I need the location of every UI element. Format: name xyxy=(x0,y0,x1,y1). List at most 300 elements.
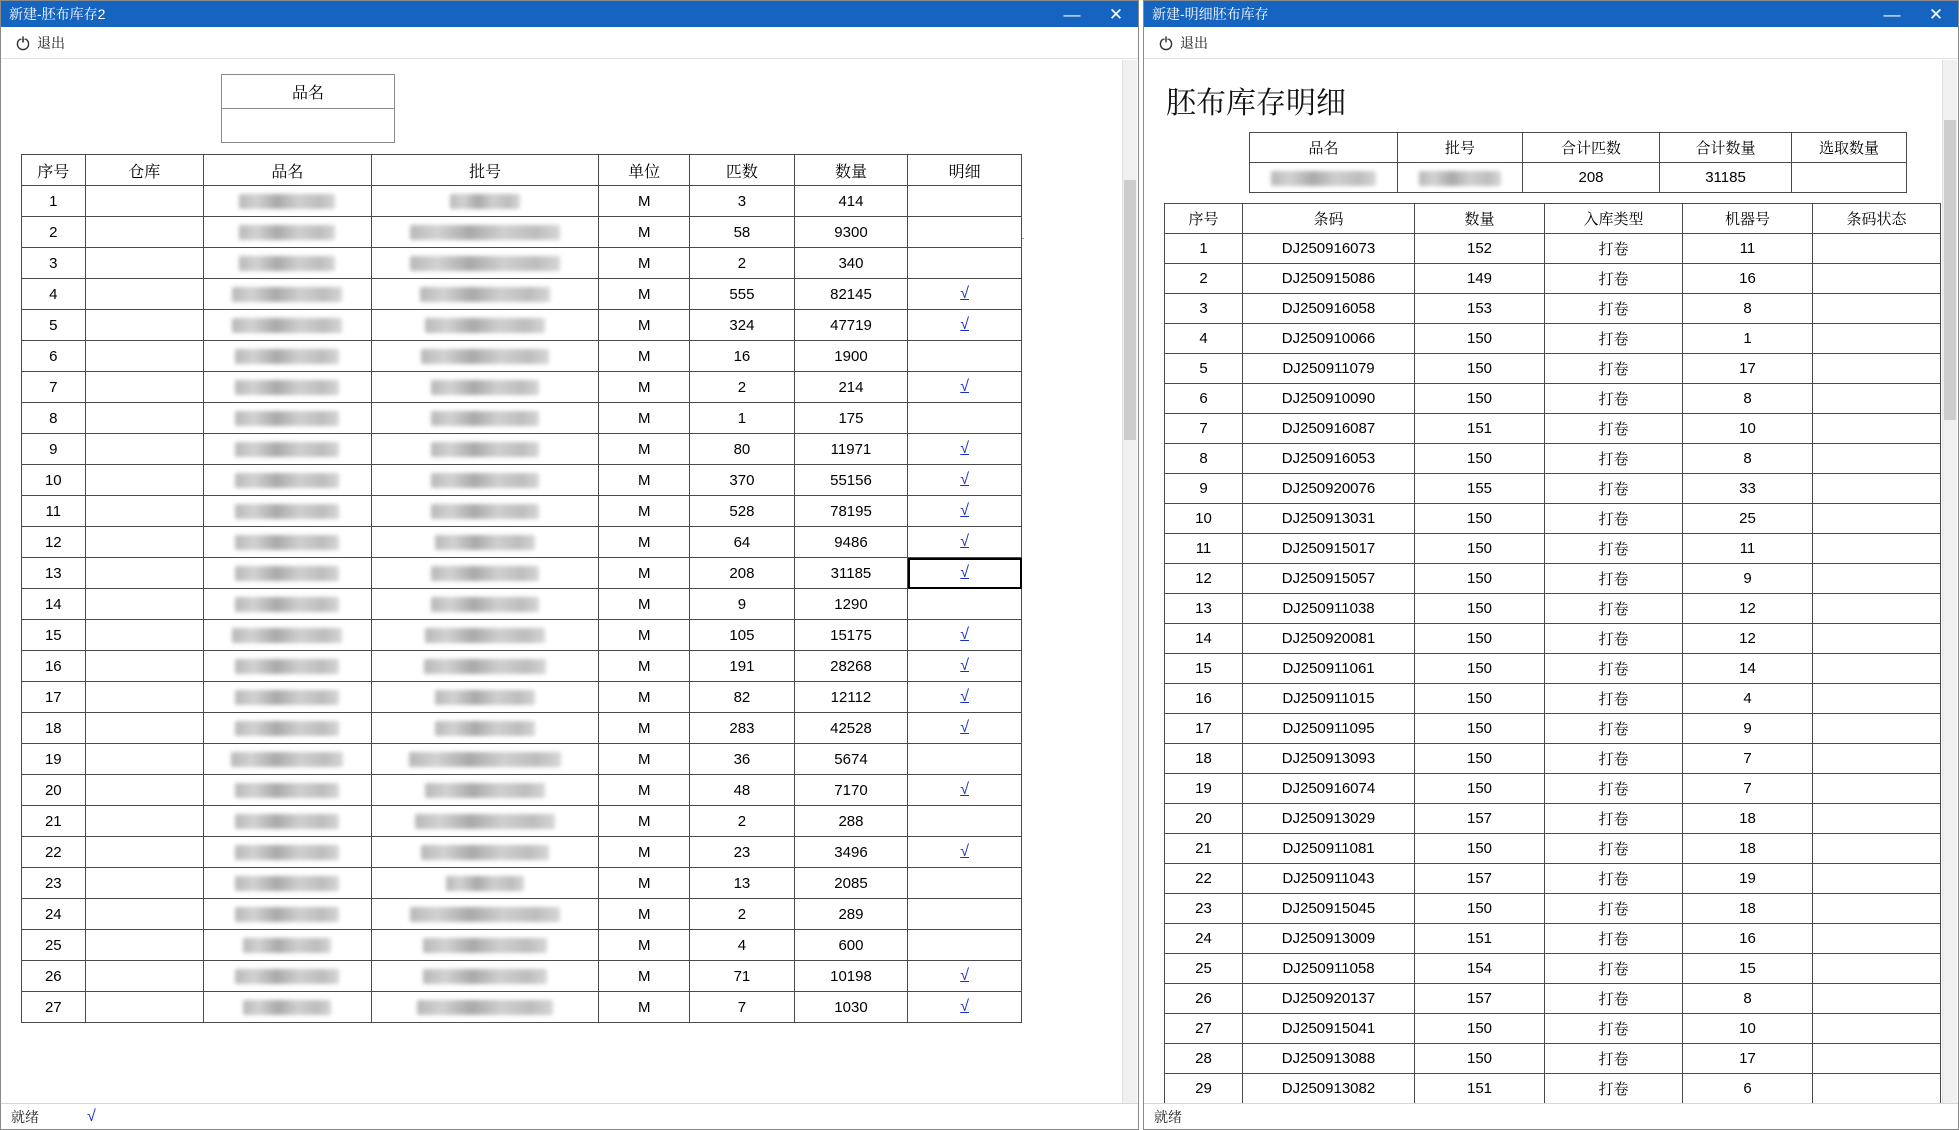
col-header-no[interactable]: 序号 xyxy=(22,155,86,186)
cell-qty: 150 xyxy=(1415,1014,1545,1044)
table-row[interactable] xyxy=(1165,234,1941,264)
cell-barcode: DJ250915041 xyxy=(1243,1014,1415,1044)
table-row[interactable] xyxy=(22,899,1022,930)
cell-machine: 11 xyxy=(1683,234,1813,264)
cell-pieces: 528 xyxy=(690,496,795,527)
table-row[interactable] xyxy=(1165,1074,1941,1104)
cell-unit: M xyxy=(599,620,690,651)
blurred-text xyxy=(1419,171,1501,186)
col-header-lot[interactable]: 批号 xyxy=(371,155,598,186)
cell-detail-link[interactable] xyxy=(908,248,1022,279)
cell-qty: 152 xyxy=(1415,234,1545,264)
cell-unit: M xyxy=(599,682,690,713)
table-row[interactable] xyxy=(22,744,1022,775)
table-row[interactable] xyxy=(22,558,1022,589)
cell-warehouse xyxy=(85,868,203,899)
cell-no: 18 xyxy=(1165,744,1243,774)
detail-check-icon[interactable]: √ xyxy=(960,316,970,333)
table-row[interactable] xyxy=(1165,984,1941,1014)
detail-check-icon[interactable]: √ xyxy=(960,502,970,519)
cell-no: 5 xyxy=(1165,354,1243,384)
table-row[interactable] xyxy=(22,248,1022,279)
cell-warehouse xyxy=(85,744,203,775)
right-window-controls xyxy=(1870,1,1958,27)
right-scroll-thumb[interactable] xyxy=(1944,120,1956,420)
cell-no: 15 xyxy=(1165,654,1243,684)
cell-detail-link[interactable] xyxy=(908,372,1022,403)
cell-detail-link[interactable] xyxy=(908,186,1022,217)
left-vertical-scrollbar[interactable] xyxy=(1122,60,1137,1103)
left-statusbar xyxy=(1,1103,1138,1129)
table-row[interactable] xyxy=(1165,834,1941,864)
detail-check-icon[interactable]: √ xyxy=(960,998,970,1015)
detail-check-icon[interactable]: √ xyxy=(960,719,970,736)
cell-in-type: 打卷 xyxy=(1545,804,1683,834)
cell-in-type: 打卷 xyxy=(1545,534,1683,564)
cell-barcode-state xyxy=(1813,924,1941,954)
cell-warehouse xyxy=(85,310,203,341)
table-row[interactable] xyxy=(1165,894,1941,924)
summary-row xyxy=(1250,163,1907,193)
table-row[interactable] xyxy=(1165,654,1941,684)
cell-detail-link[interactable] xyxy=(908,620,1022,651)
detail-col-state[interactable]: 条码状态 xyxy=(1813,204,1941,234)
blurred-text xyxy=(425,783,545,798)
cell-warehouse xyxy=(85,713,203,744)
detail-check-icon[interactable]: √ xyxy=(960,967,970,984)
cell-product xyxy=(203,775,371,806)
close-button-right[interactable]: ✕ xyxy=(1928,4,1944,24)
cell-qty: 150 xyxy=(1415,324,1545,354)
cell-barcode-state xyxy=(1813,264,1941,294)
blurred-text xyxy=(450,194,520,209)
cell-barcode: DJ250913093 xyxy=(1243,744,1415,774)
left-scroll-thumb[interactable] xyxy=(1124,180,1136,440)
cell-unit: M xyxy=(599,713,690,744)
blurred-text xyxy=(235,659,339,674)
cell-qty: 150 xyxy=(1415,384,1545,414)
cell-lot xyxy=(371,837,598,868)
table-row[interactable] xyxy=(22,682,1022,713)
detail-check-icon[interactable]: √ xyxy=(960,688,970,705)
col-header-warehouse[interactable]: 仓库 xyxy=(85,155,203,186)
cell-detail-link[interactable] xyxy=(908,341,1022,372)
cell-in-type: 打卷 xyxy=(1545,924,1683,954)
detail-col-no[interactable]: 序号 xyxy=(1165,204,1243,234)
blurred-text xyxy=(446,876,524,891)
cell-no: 7 xyxy=(22,372,86,403)
detail-table-viewport[interactable] xyxy=(1164,203,1944,1098)
cell-no: 18 xyxy=(22,713,86,744)
col-header-detail[interactable]: 明细 xyxy=(908,155,1022,186)
cell-barcode-state xyxy=(1813,594,1941,624)
minimize-button[interactable]: — xyxy=(1063,4,1081,24)
table-row[interactable] xyxy=(1165,354,1941,384)
cell-detail-link[interactable] xyxy=(908,434,1022,465)
cell-product xyxy=(203,403,371,434)
col-header-quantity[interactable]: 数量 xyxy=(794,155,908,186)
summary-col-lot: 批号 xyxy=(1398,133,1523,163)
cell-product xyxy=(203,868,371,899)
table-row[interactable] xyxy=(1165,264,1941,294)
cell-in-type: 打卷 xyxy=(1545,774,1683,804)
table-row[interactable] xyxy=(1165,804,1941,834)
cell-pieces: 555 xyxy=(690,279,795,310)
table-row[interactable] xyxy=(1165,414,1941,444)
cell-no: 16 xyxy=(1165,684,1243,714)
cell-in-type: 打卷 xyxy=(1545,264,1683,294)
page-title: 胚布库存明细 xyxy=(1166,87,1346,120)
right-vertical-scrollbar[interactable] xyxy=(1942,60,1957,1103)
product-filter-input[interactable] xyxy=(222,109,394,142)
cell-lot xyxy=(371,403,598,434)
cell-detail-link[interactable] xyxy=(908,806,1022,837)
detail-check-icon[interactable]: √ xyxy=(960,564,970,581)
blurred-text xyxy=(235,814,339,829)
table-row[interactable] xyxy=(1165,324,1941,354)
cell-detail-link[interactable] xyxy=(908,403,1022,434)
summary-col-selected-qty: 选取数量 xyxy=(1792,133,1907,163)
cell-no: 27 xyxy=(1165,1014,1243,1044)
cell-machine: 12 xyxy=(1683,594,1813,624)
table-row[interactable] xyxy=(1165,954,1941,984)
detail-col-barcode[interactable]: 条码 xyxy=(1243,204,1415,234)
cell-no: 10 xyxy=(22,465,86,496)
cell-detail-link[interactable] xyxy=(908,744,1022,775)
summary-table xyxy=(1249,132,1907,193)
table-row[interactable] xyxy=(1165,444,1941,474)
table-row[interactable] xyxy=(1165,864,1941,894)
stock-table-body xyxy=(22,186,1022,1023)
cell-detail-link[interactable] xyxy=(908,527,1022,558)
cell-product xyxy=(203,434,371,465)
table-row[interactable] xyxy=(22,186,1022,217)
cell-pieces: 36 xyxy=(690,744,795,775)
cell-lot xyxy=(371,930,598,961)
cell-product xyxy=(203,992,371,1023)
cell-detail-link[interactable] xyxy=(908,310,1022,341)
table-row[interactable] xyxy=(22,403,1022,434)
cell-machine: 33 xyxy=(1683,474,1813,504)
cell-in-type: 打卷 xyxy=(1545,684,1683,714)
cell-pieces: 71 xyxy=(690,961,795,992)
cell-detail-link[interactable] xyxy=(908,837,1022,868)
summary-col-total-pieces: 合计匹数 xyxy=(1523,133,1660,163)
table-row[interactable] xyxy=(22,620,1022,651)
cell-detail-link[interactable] xyxy=(908,961,1022,992)
cell-barcode-state xyxy=(1813,804,1941,834)
detail-check-icon[interactable]: √ xyxy=(960,378,970,395)
cell-in-type: 打卷 xyxy=(1545,384,1683,414)
cell-detail-link[interactable] xyxy=(908,713,1022,744)
cell-detail-link[interactable] xyxy=(908,868,1022,899)
cell-machine: 15 xyxy=(1683,954,1813,984)
cell-no: 23 xyxy=(1165,894,1243,924)
cell-detail-link[interactable] xyxy=(908,775,1022,806)
cell-product xyxy=(203,744,371,775)
cell-barcode: DJ250911043 xyxy=(1243,864,1415,894)
table-row[interactable] xyxy=(22,868,1022,899)
blurred-text xyxy=(423,938,547,953)
cell-barcode-state xyxy=(1813,324,1941,354)
cell-machine: 10 xyxy=(1683,414,1813,444)
cell-detail-link[interactable] xyxy=(908,899,1022,930)
cell-no: 3 xyxy=(1165,294,1243,324)
cell-barcode: DJ250915086 xyxy=(1243,264,1415,294)
cell-in-type: 打卷 xyxy=(1545,624,1683,654)
detail-check-icon[interactable]: √ xyxy=(960,471,970,488)
stock-table-header-row xyxy=(22,155,1022,186)
cell-detail-link[interactable] xyxy=(908,279,1022,310)
blurred-text xyxy=(410,907,560,922)
cell-product xyxy=(203,806,371,837)
detail-check-icon[interactable]: √ xyxy=(960,657,970,674)
cell-detail-link[interactable] xyxy=(908,651,1022,682)
blurred-text xyxy=(235,535,339,550)
cell-machine: 9 xyxy=(1683,714,1813,744)
cell-lot xyxy=(371,961,598,992)
cell-no: 11 xyxy=(22,496,86,527)
table-row[interactable] xyxy=(22,341,1022,372)
cell-machine: 9 xyxy=(1683,564,1813,594)
cell-barcode-state xyxy=(1813,1074,1941,1104)
cell-barcode-state xyxy=(1813,714,1941,744)
cell-detail-link[interactable] xyxy=(908,465,1022,496)
table-row[interactable] xyxy=(1165,504,1941,534)
cell-barcode: DJ250916053 xyxy=(1243,444,1415,474)
cell-machine: 7 xyxy=(1683,744,1813,774)
blurred-text xyxy=(235,783,339,798)
cell-quantity: 340 xyxy=(794,248,908,279)
cell-pieces: 80 xyxy=(690,434,795,465)
cell-warehouse xyxy=(85,217,203,248)
cell-no: 5 xyxy=(22,310,86,341)
col-header-pieces[interactable]: 匹数 xyxy=(690,155,795,186)
table-row[interactable] xyxy=(1165,774,1941,804)
right-content xyxy=(1144,60,1958,1103)
product-filter-box xyxy=(221,74,395,143)
table-row[interactable] xyxy=(22,372,1022,403)
summary-product xyxy=(1250,163,1398,193)
cell-barcode: DJ250913031 xyxy=(1243,504,1415,534)
cell-warehouse xyxy=(85,682,203,713)
cell-in-type: 打卷 xyxy=(1545,954,1683,984)
cell-lot xyxy=(371,248,598,279)
cell-no: 7 xyxy=(1165,414,1243,444)
cell-barcode: DJ250915017 xyxy=(1243,534,1415,564)
cell-detail-link[interactable] xyxy=(908,496,1022,527)
cell-no: 14 xyxy=(1165,624,1243,654)
cell-in-type: 打卷 xyxy=(1545,714,1683,744)
cell-lot xyxy=(371,744,598,775)
cell-detail-link[interactable] xyxy=(908,992,1022,1023)
cell-lot xyxy=(371,558,598,589)
cell-unit: M xyxy=(599,868,690,899)
exit-button-right[interactable] xyxy=(1152,31,1214,55)
cell-barcode-state xyxy=(1813,504,1941,534)
cell-no: 22 xyxy=(1165,864,1243,894)
stock-table-viewport[interactable] xyxy=(21,154,1024,1016)
detail-check-icon[interactable]: √ xyxy=(960,781,970,798)
table-row[interactable] xyxy=(22,527,1022,558)
right-window-title: 新建-明细胚布库存 xyxy=(1152,6,1269,22)
cell-barcode-state xyxy=(1813,684,1941,714)
blurred-text xyxy=(431,380,539,395)
cell-in-type: 打卷 xyxy=(1545,594,1683,624)
table-row[interactable] xyxy=(1165,594,1941,624)
cell-no: 2 xyxy=(1165,264,1243,294)
cell-warehouse xyxy=(85,589,203,620)
cell-lot xyxy=(371,341,598,372)
cell-machine: 25 xyxy=(1683,504,1813,534)
table-row[interactable] xyxy=(22,496,1022,527)
table-row[interactable] xyxy=(22,775,1022,806)
table-row[interactable] xyxy=(22,465,1022,496)
cell-barcode: DJ250911079 xyxy=(1243,354,1415,384)
table-row[interactable] xyxy=(22,837,1022,868)
cell-detail-link[interactable] xyxy=(908,558,1022,589)
cell-lot xyxy=(371,217,598,248)
cell-in-type: 打卷 xyxy=(1545,474,1683,504)
cell-machine: 18 xyxy=(1683,804,1813,834)
cell-warehouse xyxy=(85,434,203,465)
cell-no: 28 xyxy=(1165,1044,1243,1074)
blurred-text xyxy=(235,907,339,922)
detail-check-icon[interactable]: √ xyxy=(960,843,970,860)
detail-check-icon[interactable]: √ xyxy=(960,440,970,457)
cell-product xyxy=(203,217,371,248)
cell-machine: 17 xyxy=(1683,1044,1813,1074)
table-row[interactable] xyxy=(1165,684,1941,714)
cell-qty: 155 xyxy=(1415,474,1545,504)
blurred-text xyxy=(243,938,331,953)
table-row[interactable] xyxy=(22,806,1022,837)
product-filter-label: 品名 xyxy=(222,75,394,109)
cell-lot xyxy=(371,713,598,744)
cell-no: 8 xyxy=(22,403,86,434)
cell-in-type: 打卷 xyxy=(1545,444,1683,474)
col-header-product[interactable]: 品名 xyxy=(203,155,371,186)
detail-check-icon[interactable]: √ xyxy=(960,533,970,550)
cell-no: 19 xyxy=(1165,774,1243,804)
table-row[interactable] xyxy=(22,992,1022,1023)
cell-quantity: 414 xyxy=(794,186,908,217)
cell-pieces: 191 xyxy=(690,651,795,682)
table-row[interactable] xyxy=(1165,294,1941,324)
table-row[interactable] xyxy=(22,310,1022,341)
table-row[interactable] xyxy=(22,651,1022,682)
left-content xyxy=(1,60,1138,1103)
minimize-button-right[interactable]: — xyxy=(1883,4,1901,24)
cell-unit: M xyxy=(599,186,690,217)
table-row[interactable] xyxy=(22,434,1022,465)
table-row[interactable] xyxy=(22,217,1022,248)
cell-warehouse xyxy=(85,186,203,217)
cell-qty: 150 xyxy=(1415,654,1545,684)
cell-quantity: 55156 xyxy=(794,465,908,496)
exit-button[interactable] xyxy=(9,31,71,55)
cell-pieces: 16 xyxy=(690,341,795,372)
cell-machine: 16 xyxy=(1683,924,1813,954)
blurred-text xyxy=(235,504,339,519)
blurred-text xyxy=(435,721,535,736)
cell-barcode: DJ250911081 xyxy=(1243,834,1415,864)
cell-no: 2 xyxy=(22,217,86,248)
cell-quantity: 28268 xyxy=(794,651,908,682)
table-row[interactable] xyxy=(22,930,1022,961)
cell-quantity: 15175 xyxy=(794,620,908,651)
table-row[interactable] xyxy=(22,279,1022,310)
table-row[interactable] xyxy=(22,589,1022,620)
cell-lot xyxy=(371,806,598,837)
cell-detail-link[interactable] xyxy=(908,589,1022,620)
cell-unit: M xyxy=(599,806,690,837)
blurred-text xyxy=(420,287,550,302)
table-row[interactable] xyxy=(1165,474,1941,504)
cell-no: 21 xyxy=(1165,834,1243,864)
cell-product xyxy=(203,186,371,217)
blurred-text xyxy=(410,225,560,240)
cell-detail-link[interactable] xyxy=(908,217,1022,248)
table-row[interactable] xyxy=(1165,924,1941,954)
table-row[interactable] xyxy=(1165,1014,1941,1044)
cell-detail-link[interactable] xyxy=(908,682,1022,713)
cell-warehouse xyxy=(85,248,203,279)
cell-machine: 11 xyxy=(1683,534,1813,564)
cell-machine: 6 xyxy=(1683,1074,1813,1104)
blurred-text xyxy=(243,1000,331,1015)
table-row[interactable] xyxy=(1165,534,1941,564)
table-row[interactable] xyxy=(22,713,1022,744)
detail-col-qty[interactable]: 数量 xyxy=(1415,204,1545,234)
cell-machine: 18 xyxy=(1683,894,1813,924)
cell-quantity: 9300 xyxy=(794,217,908,248)
cell-unit: M xyxy=(599,930,690,961)
cell-no: 16 xyxy=(22,651,86,682)
blurred-text xyxy=(421,349,549,364)
table-row[interactable] xyxy=(1165,384,1941,414)
detail-check-icon[interactable]: √ xyxy=(960,285,970,302)
cell-pieces: 370 xyxy=(690,465,795,496)
cell-no: 19 xyxy=(22,744,86,775)
detail-col-in-type[interactable]: 入库类型 xyxy=(1545,204,1683,234)
cell-in-type: 打卷 xyxy=(1545,744,1683,774)
close-button[interactable]: ✕ xyxy=(1108,4,1124,24)
cell-detail-link[interactable] xyxy=(908,930,1022,961)
cell-barcode: DJ250916058 xyxy=(1243,294,1415,324)
blurred-text xyxy=(431,597,539,612)
cell-pieces: 4 xyxy=(690,930,795,961)
table-row[interactable] xyxy=(1165,1044,1941,1074)
cell-in-type: 打卷 xyxy=(1545,564,1683,594)
cell-unit: M xyxy=(599,589,690,620)
table-row[interactable] xyxy=(1165,624,1941,654)
cell-no: 6 xyxy=(1165,384,1243,414)
table-row[interactable] xyxy=(1165,744,1941,774)
table-row[interactable] xyxy=(1165,714,1941,744)
detail-check-icon[interactable]: √ xyxy=(960,626,970,643)
cell-unit: M xyxy=(599,279,690,310)
cell-lot xyxy=(371,775,598,806)
blurred-text xyxy=(235,845,339,860)
table-row[interactable] xyxy=(1165,564,1941,594)
detail-col-machine[interactable]: 机器号 xyxy=(1683,204,1813,234)
summary-col-product: 品名 xyxy=(1250,133,1398,163)
col-header-unit[interactable]: 单位 xyxy=(599,155,690,186)
cell-barcode-state xyxy=(1813,294,1941,324)
cell-pieces: 283 xyxy=(690,713,795,744)
table-row[interactable] xyxy=(22,961,1022,992)
